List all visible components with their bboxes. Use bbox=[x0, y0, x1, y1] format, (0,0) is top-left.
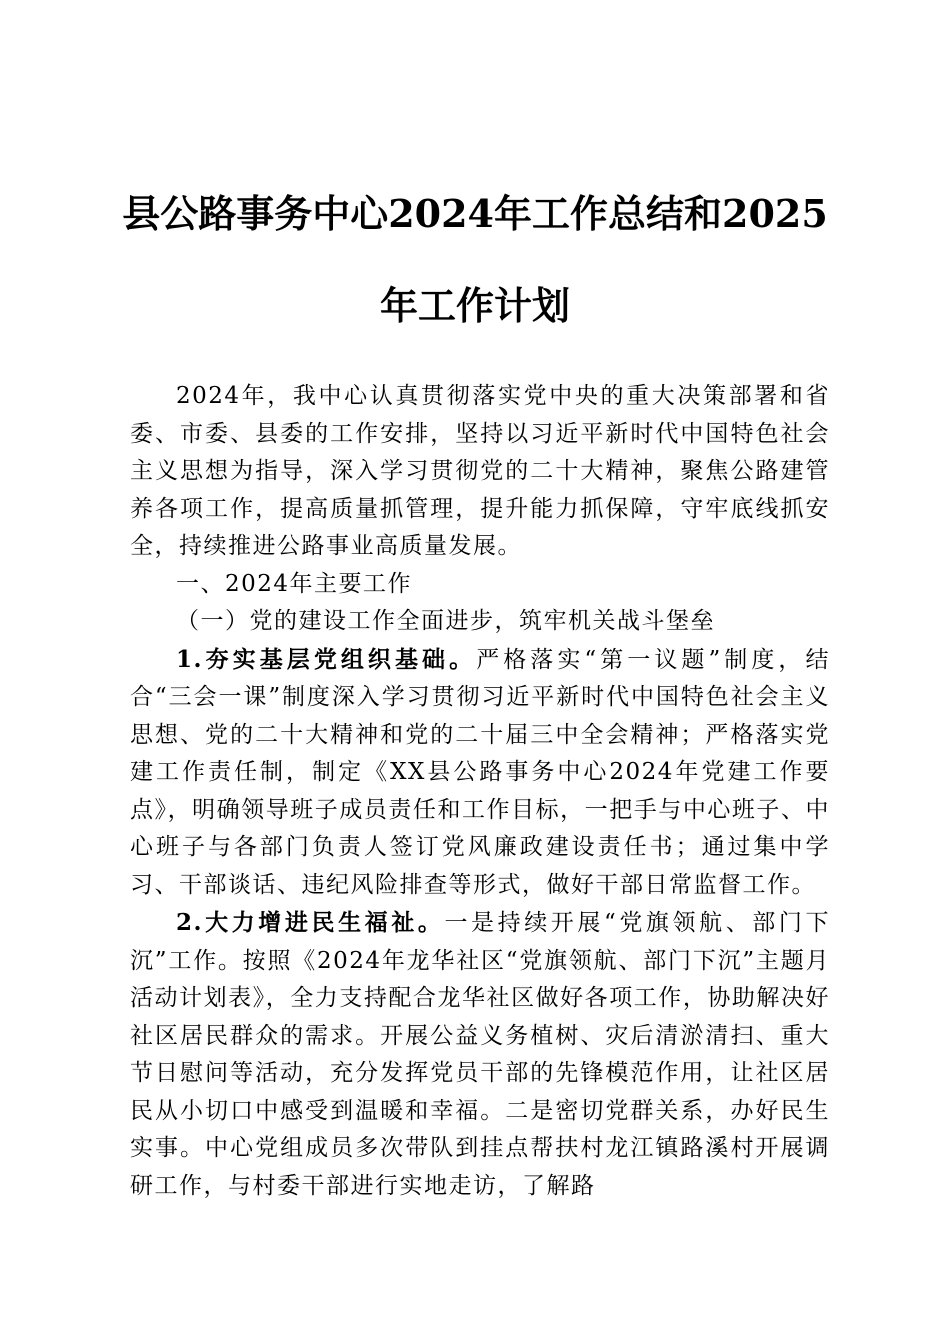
item-1-body: 严格落实“第一议题”制度，结合“三会一课”制度深入学习贯彻习近平新时代中国特色社会主义思想、党的二十大精神和党的二十届三中全会精神；严格落实党建工作责任制，制定《XX县公路事务中心2024年党建工作要点》，明确领导班子成员责任和工作目标，一把手与中心班子、中心班子与各部门负责人签订党风廉政建设责任书；通过集中学习、干部谈话、违纪风险排查等形式，做好干部日常监督工作。 bbox=[130, 646, 830, 898]
subsection-heading: （一）党的建设工作全面进步，筑牢机关战斗堡垒 bbox=[176, 608, 715, 634]
item-1-lead: 1.夯实基层党组织基础。 bbox=[176, 645, 477, 673]
item-2-body: 一是持续开展“党旗领航、部门下沉”工作。按照《2024年龙华社区“党旗领航、部门下沉”主题月活动计划表》，全力支持配合龙华社区做好各项工作，协助解决好社区居民群众的需求。开展公益义务植树、灾后清淤清扫、重大节日慰问等活动，充分发挥党员干部的先锋模范作用，让社区居民从小切口中感受到温暖和幸福。二是密切党群关系，办好民生实事。中心党组成员多次带队到挂点帮扶村龙江镇路溪村开展调研工作，与村委干部进行实地走访，了解路 bbox=[130, 910, 830, 1199]
item-1-paragraph bbox=[130, 641, 830, 905]
item-2-paragraph bbox=[130, 904, 830, 1205]
document-body bbox=[130, 378, 830, 1205]
intro-paragraph: 2024年，我中心认真贯彻落实党中央的重大决策部署和省委、市委、县委的工作安排，坚持以习近平新时代中国特色社会主义思想为指导，深入学习贯彻党的二十大精神，聚焦公路建管养各项工作，提高质量抓管理，提升能力抓保障，守牢底线抓安全，持续推进公路事业高质量发展。 bbox=[130, 383, 830, 559]
item-2-lead: 2.大力增进民生福祉。 bbox=[176, 909, 445, 936]
section-heading: 一、2024年主要工作 bbox=[176, 570, 413, 597]
document-title: 县公路事务中心2024年工作总结和2025年工作计划 bbox=[122, 191, 828, 328]
